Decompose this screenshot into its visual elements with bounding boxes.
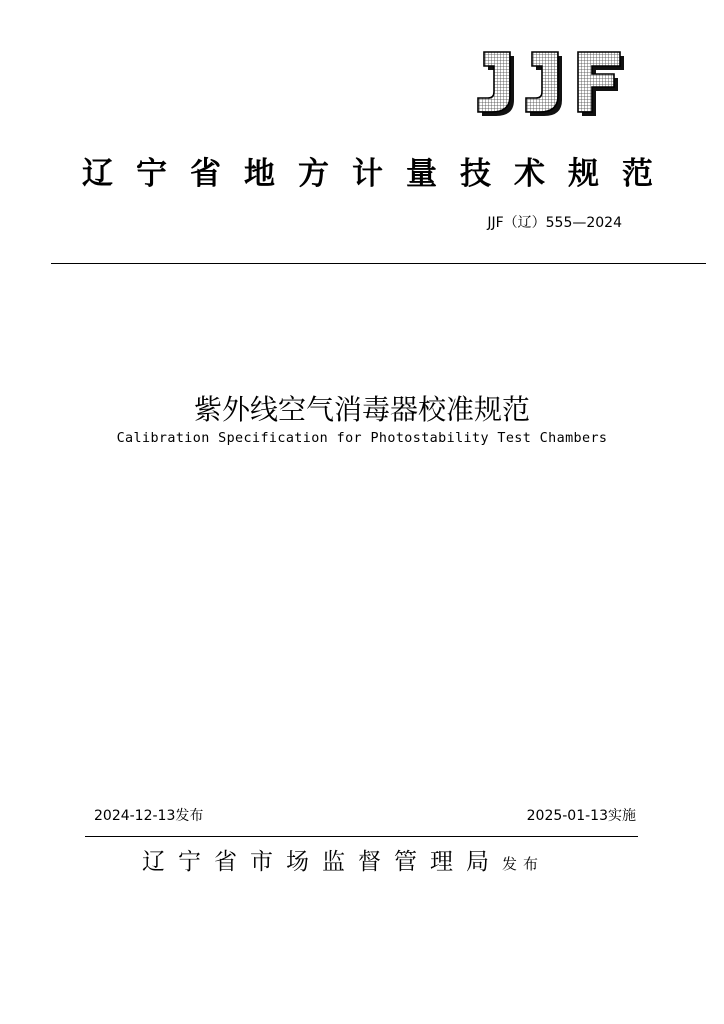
publisher-suffix: 发布	[502, 855, 545, 873]
document-number: JJF（辽）555—2024	[487, 215, 622, 231]
document-type-heading: 辽宁省地方计量技术规范	[82, 156, 676, 192]
publisher	[142, 843, 544, 876]
footer-divider	[85, 836, 638, 837]
issue-date: 2024-12-13发布	[94, 808, 204, 824]
publisher-name: 辽宁省市场监督管理局	[142, 849, 502, 875]
jjf-logo	[470, 48, 630, 120]
header-divider	[51, 263, 706, 264]
implementation-date: 2025-01-13实施	[526, 808, 636, 824]
title-chinese: 紫外线空气消毒器校准规范	[193, 393, 530, 426]
title-english: Calibration Specification for Photostability Test Chambers	[116, 431, 608, 446]
